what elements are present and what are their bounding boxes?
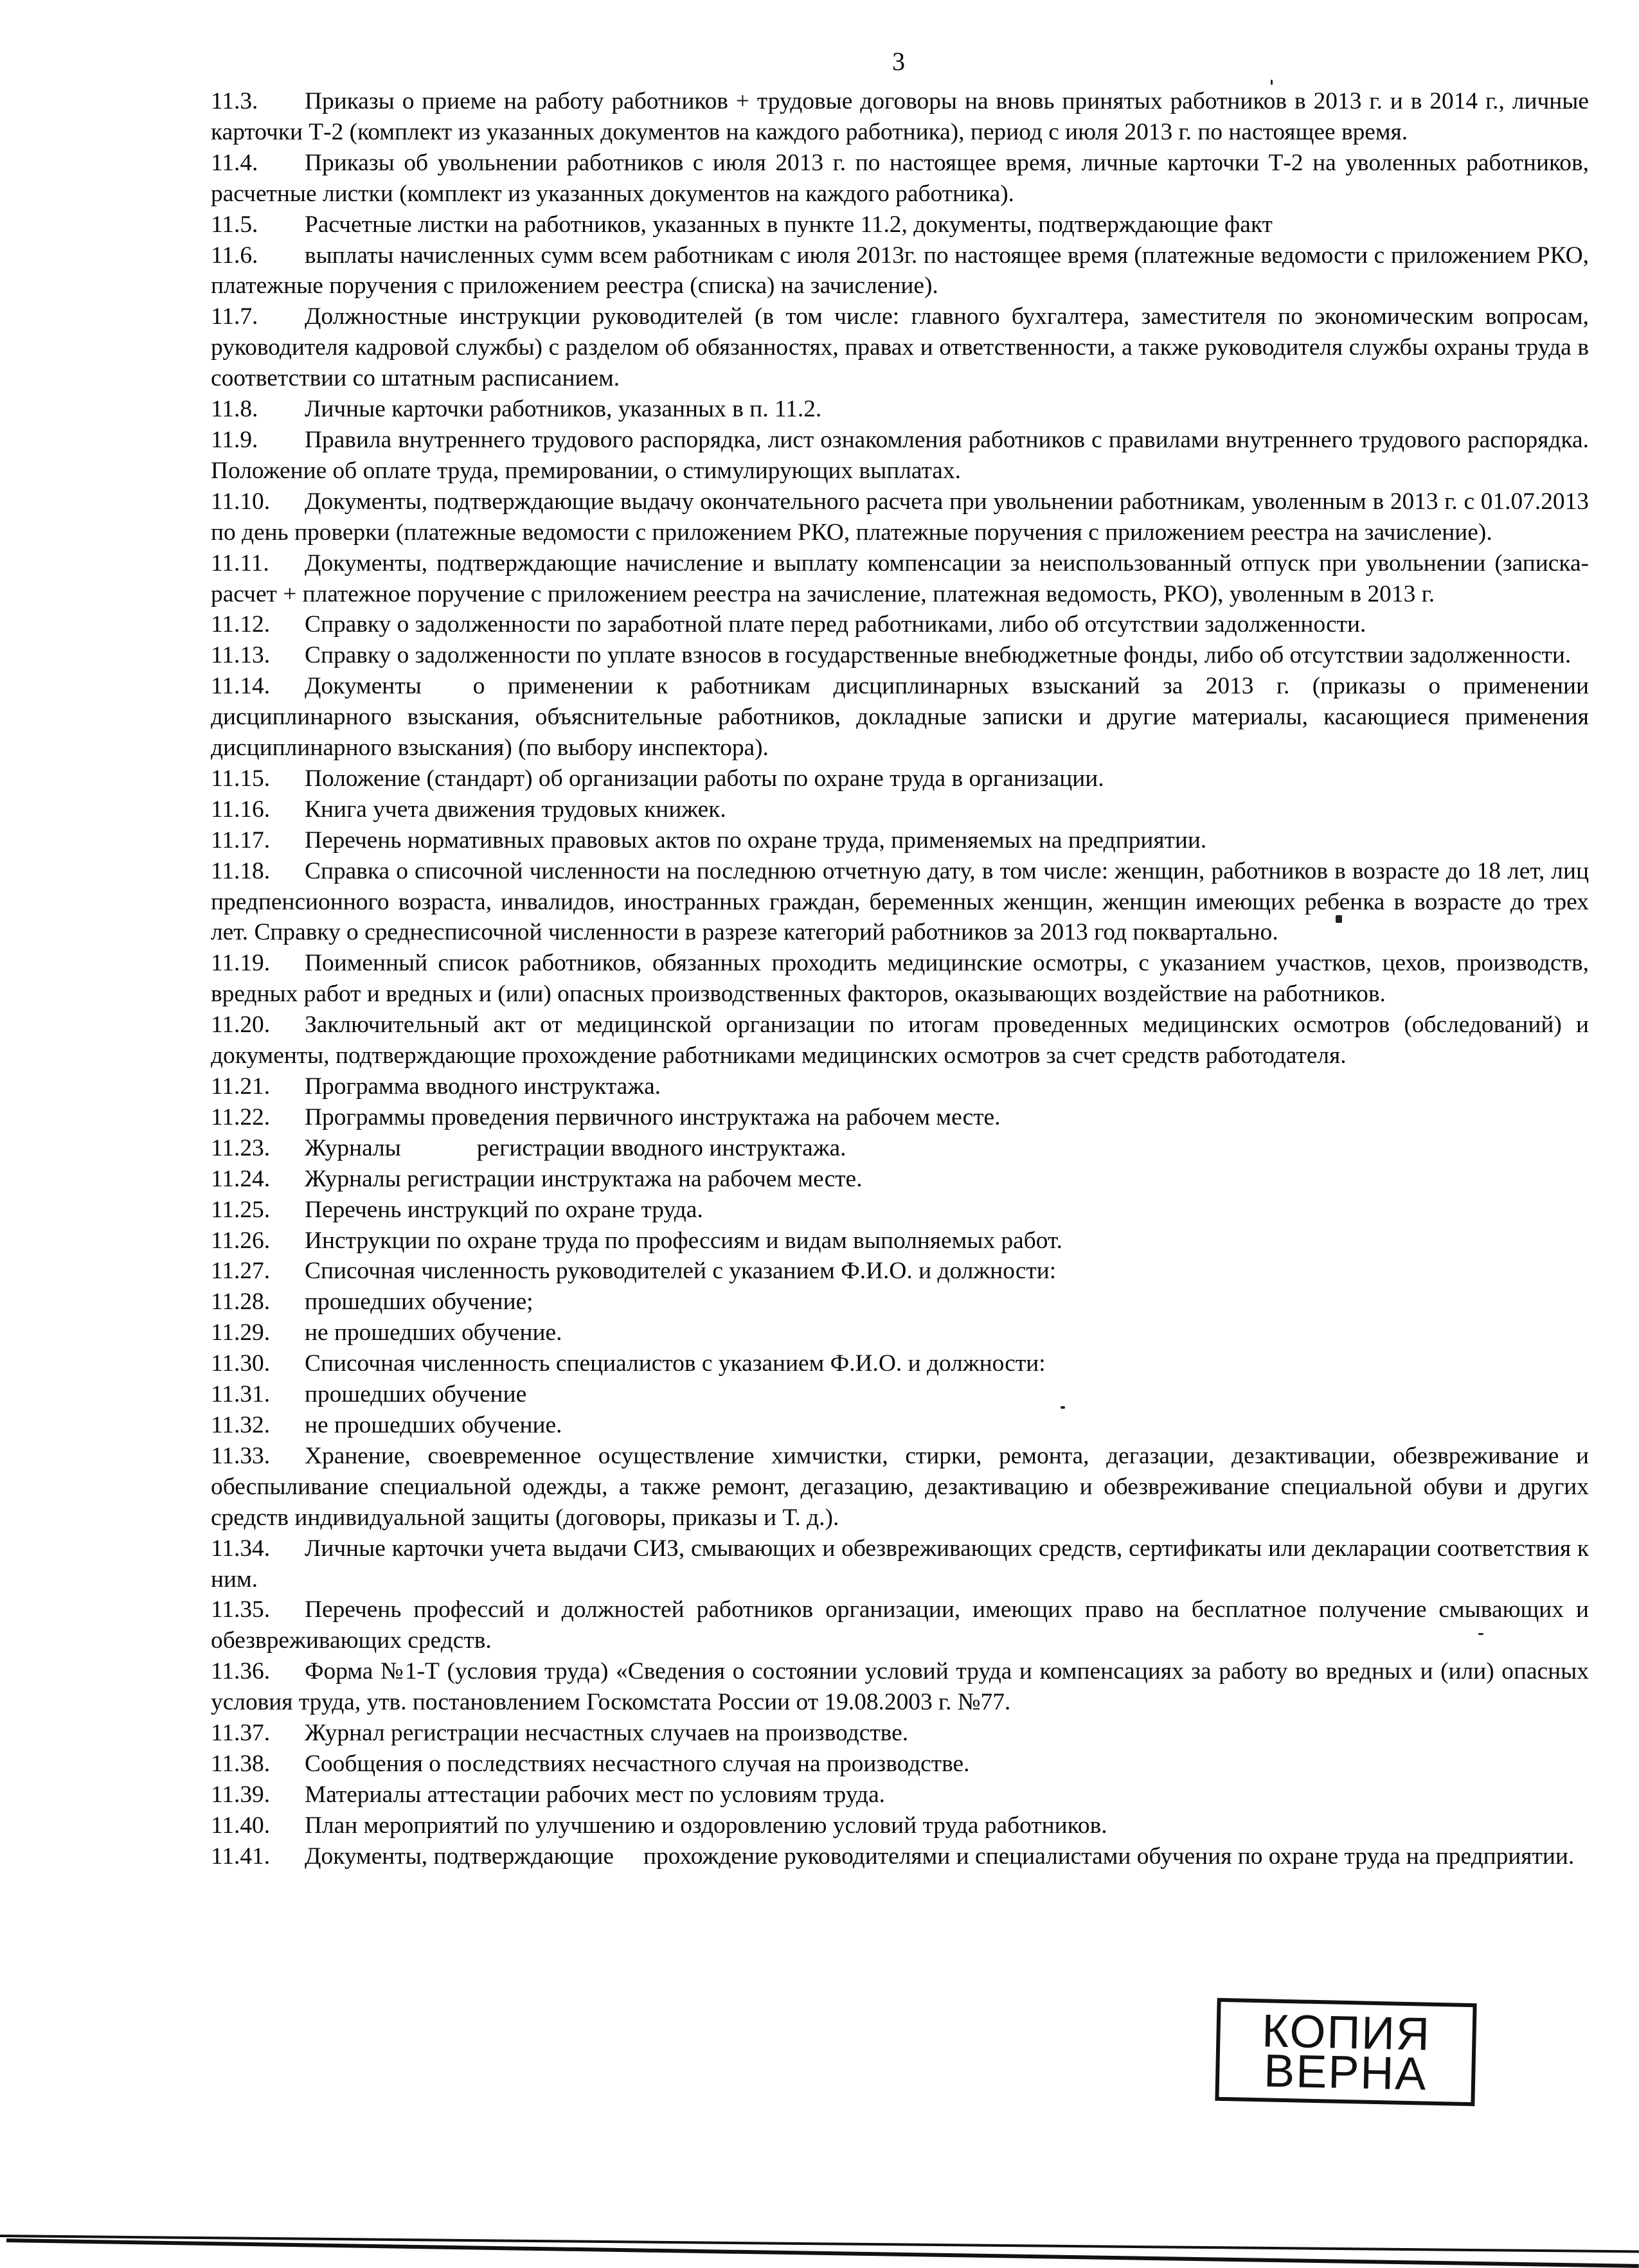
- item-number: 11.12.: [211, 611, 271, 638]
- item-number: 11.3.: [211, 88, 258, 114]
- item-number: 11.40.: [211, 1812, 271, 1839]
- item-number: 11.16.: [211, 796, 271, 823]
- item-number: 11.4.: [211, 149, 258, 176]
- list-item: [211, 856, 1589, 949]
- list-item: [211, 671, 1589, 763]
- item-text: Книга учета движения трудовых книжек.: [305, 796, 726, 823]
- item-text-part-b: прохождение руководителями и специалистами обучения по охране труда на предприятии.: [643, 1843, 1575, 1870]
- scan-speck: [1478, 1633, 1483, 1635]
- list-item: [211, 1226, 1589, 1256]
- item-text: Программы проведения первичного инструктажа на рабочем месте.: [305, 1103, 1001, 1130]
- list-item: [211, 1533, 1589, 1595]
- item-text: Форма №1-Т (условия труда) «Сведения о состоянии условий труда и компенсациях за работу во вредных и (или) опасных условия труда, утв. постановлением Госкомстата России от 19.08.2003 г. №77.: [211, 1658, 1589, 1716]
- item-number: 11.7.: [211, 303, 258, 330]
- item-number: 11.26.: [211, 1227, 271, 1254]
- list-item: [211, 148, 1589, 210]
- item-number: 11.36.: [211, 1658, 271, 1685]
- item-text: Справку о задолженности по заработной плате перед работниками, либо об отсутствии задолженности.: [305, 611, 1366, 638]
- list-item: [211, 1071, 1589, 1102]
- stamp-text-line-2: ВЕРНА: [1263, 2045, 1428, 2100]
- item-number: 11.5.: [211, 211, 258, 238]
- scan-speck: [1061, 1406, 1065, 1409]
- item-text: План мероприятий по улучшению и оздоровлению условий труда работников.: [305, 1812, 1107, 1839]
- item-text: Положение (стандарт) об организации работы по охране труда в организации.: [305, 765, 1104, 792]
- item-text: Сообщения о последствиях несчастного случая на производстве.: [305, 1750, 970, 1777]
- item-number: 11.14.: [211, 673, 271, 700]
- item-text: Материалы аттестации рабочих мест по условиям труда.: [305, 1781, 886, 1808]
- item-text-part-b: регистрации вводного инструктажа.: [476, 1134, 846, 1161]
- item-number: 11.34.: [211, 1535, 271, 1562]
- item-number: 11.31.: [211, 1381, 271, 1408]
- list-item: [211, 86, 1589, 148]
- item-text: Документы, подтверждающие начисление и выплату компенсации за неиспользованный отпуск при увольнении (записка-расчет + платежное поручение с приложением реестра на зачисление, платежная ведомость, РКО), уволенным в 2013 г.: [211, 549, 1589, 607]
- item-number: 11.19.: [211, 950, 271, 977]
- list-item: [211, 1841, 1589, 1872]
- item-text: Хранение, своевременное осуществление химчистки, стирки, ремонта, дегазации, дезактивации, обезвреживание и обеспыливание специальной одежды, а также ремонт, дегазацию, дезактивацию и обезвреживание специальной обуви и других средств индивидуальной защиты (договоры, приказы и Т. д.).: [211, 1442, 1589, 1531]
- item-text: Журналы регистрации инструктажа на рабочем месте.: [305, 1165, 863, 1192]
- item-text: Личные карточки работников, указанных в п. 11.2.: [305, 396, 822, 423]
- list-item: [211, 1656, 1589, 1718]
- item-text: Приказы об увольнении работников с июля 2013 г. по настоящее время, личные карточки Т-2 на уволенных работников, расчетные листки (комплект из указанных документов на каждого работника).: [211, 149, 1589, 207]
- item-number: 11.10.: [211, 488, 271, 515]
- item-number: 11.30.: [211, 1350, 271, 1377]
- stamp-text-line-1: КОПИЯ: [1261, 2005, 1431, 2060]
- item-text: Перечень профессий и должностей работников организации, имеющих право на бесплатное получение смывающих и обезвреживающих средств.: [211, 1596, 1589, 1654]
- list-item: [211, 1102, 1589, 1133]
- scan-speck: [1271, 80, 1273, 85]
- list-item: [211, 1441, 1589, 1533]
- list-item: [211, 1133, 1589, 1164]
- item-number: 11.24.: [211, 1165, 271, 1192]
- item-text: прошедших обучение;: [305, 1289, 533, 1316]
- item-number: 11.25.: [211, 1196, 271, 1223]
- list-item: [211, 210, 1589, 240]
- list-item: [211, 1810, 1589, 1841]
- item-number: 11.8.: [211, 396, 258, 423]
- item-text-part-a: Документы, подтверждающие: [305, 1843, 614, 1870]
- item-number: 11.37.: [211, 1720, 271, 1747]
- item-number: 11.17.: [211, 826, 271, 853]
- list-item: [211, 1287, 1589, 1317]
- item-text: не прошедших обучение.: [305, 1319, 562, 1346]
- item-text: Поименный список работников, обязанных проходить медицинские осмотры, с указанием участков, цехов, производств, вредных работ и вредных и (или) опасных производственных факторов, оказывающих воздействие на работников.: [211, 950, 1589, 1008]
- item-number: 11.33.: [211, 1442, 271, 1469]
- list-item: [211, 948, 1589, 1010]
- list-item: [211, 301, 1589, 394]
- item-number: 11.20.: [211, 1012, 271, 1039]
- item-text: Справку о задолженности по уплате взносов в государственные внебюджетные фонды, либо об отсутствии задолженности.: [305, 642, 1572, 669]
- item-text: прошедших обучение: [305, 1381, 527, 1408]
- item-number: 11.9.: [211, 426, 258, 453]
- list-item: [211, 1594, 1589, 1656]
- item-number: 11.11.: [211, 549, 269, 576]
- item-text: Приказы о приеме на работу работников + трудовые договоры на вновь принятых работников в 2013 г. и в 2014 г., личные карточки Т-2 (комплект из указанных документов на каждого работника), период с июля 2013 г. по настоящее время.: [211, 88, 1589, 145]
- item-text: Должностные инструкции руководителей (в том числе: главного бухгалтера, заместителя по экономическим вопросам, руководителя кадровой службы) с разделом об обязанностях, правах и ответственности, а также руководителя службы охраны труда в соответствии со штатным расписанием.: [211, 303, 1589, 392]
- list-item: [211, 1164, 1589, 1195]
- item-text: Перечень инструкций по охране труда.: [305, 1196, 703, 1223]
- item-text: Документы, подтверждающие выдачу окончательного расчета при увольнении работникам, уволенным в 2013 г. с 01.07.2013 по день проверки (платежные ведомости с приложением РКО, платежные поручения с приложением реестра на зачисление).: [211, 488, 1589, 546]
- list-item: [211, 1348, 1589, 1379]
- page-number: 3: [892, 47, 905, 76]
- item-text: Справка о списочной численности на последнюю отчетную дату, в том числе: женщин, работников в возрасте до 18 лет, лиц предпенсионного возраста, инвалидов, иностранных граждан, беременных женщин, женщин имеющих ребенка в возрасте до трех лет. Справку о среднесписочной численности в разрезе категорий работников за 2013 год поквартально.: [211, 857, 1589, 946]
- item-text: Правила внутреннего трудового распорядка, лист ознакомления работников с правилами внутреннего трудового распорядка. Положение об оплате труда, премировании, о стимулирующих выплатах.: [211, 426, 1589, 484]
- list-item: [211, 240, 1589, 302]
- item-text-part-b: о применении к работникам дисциплинарных взысканий за 2013 г. (приказы о применении дисциплинарного взыскания, объяснительные работников, докладные записки и другие материалы, касающиеся применения дисциплинарного взыскания) (по выбору инспектора).: [211, 673, 1589, 762]
- list-item: [211, 1317, 1589, 1348]
- item-number: 11.35.: [211, 1596, 271, 1623]
- item-number: 11.27.: [211, 1258, 271, 1285]
- list-item: [211, 394, 1589, 425]
- item-text: Списочная численность специалистов с указанием Ф.И.О. и должности:: [305, 1350, 1046, 1377]
- item-number: 11.15.: [211, 765, 271, 792]
- list-item: [211, 1410, 1589, 1441]
- list-item: [211, 1379, 1589, 1410]
- item-number: 11.22.: [211, 1103, 271, 1130]
- item-text: Списочная численность руководителей с указанием Ф.И.О. и должности:: [305, 1258, 1057, 1285]
- list-item: [211, 825, 1589, 856]
- list-item: [211, 763, 1589, 794]
- item-number: 11.6.: [211, 242, 258, 269]
- list-item: [211, 1718, 1589, 1749]
- copy-certified-stamp: [1215, 1998, 1476, 2106]
- item-text: выплаты начисленных сумм всем работникам с июля 2013г. по настоящее время (платежные ведомости с приложением РКО, платежные поручения с приложением реестра (списка) на зачисление).: [211, 242, 1589, 299]
- list-item: [211, 1780, 1589, 1810]
- item-number: 11.41.: [211, 1843, 271, 1870]
- item-number: 11.18.: [211, 857, 271, 884]
- list-item: [211, 1010, 1589, 1071]
- item-text: Перечень нормативных правовых актов по охране труда, применяемых на предприятии.: [305, 826, 1207, 853]
- item-number: 11.23.: [211, 1134, 271, 1161]
- item-number: 11.13.: [211, 642, 271, 669]
- list-item: [211, 1195, 1589, 1226]
- item-text-part-a: Журналы: [305, 1134, 401, 1161]
- list-item: [211, 1749, 1589, 1780]
- item-number: 11.32.: [211, 1411, 271, 1438]
- item-number: 11.21.: [211, 1073, 271, 1100]
- item-text: Инструкции по охране труда по профессиям и видам выполняемых работ.: [305, 1227, 1062, 1254]
- list-item: [211, 548, 1589, 610]
- item-text: Личные карточки учета выдачи СИЗ, смывающих и обезвреживающих средств, сертификаты или декларации соответствия к ним.: [211, 1535, 1589, 1593]
- scan-speck: [1336, 915, 1342, 923]
- item-number: 11.29.: [211, 1319, 271, 1346]
- item-text: Заключительный акт от медицинской организации по итогам проведенных медицинских осмотров (обследований) и документы, подтверждающие прохождение работниками медицинских осмотров за счет средств работодателя.: [211, 1012, 1589, 1069]
- list-item: [211, 640, 1589, 671]
- item-number: 11.39.: [211, 1781, 271, 1808]
- item-text: Расчетные листки на работников, указанных в пункте 11.2, документы, подтверждающие факт: [305, 211, 1273, 238]
- document-body: [211, 86, 1589, 1872]
- list-item: [211, 794, 1589, 825]
- item-text: Журнал регистрации несчастных случаев на производстве.: [305, 1720, 909, 1747]
- list-item: [211, 1256, 1589, 1287]
- item-text-part-a: Документы: [305, 673, 422, 700]
- item-number: 11.38.: [211, 1750, 271, 1777]
- item-text: Программа вводного инструктажа.: [305, 1073, 661, 1100]
- list-item: [211, 425, 1589, 487]
- item-number: 11.28.: [211, 1289, 271, 1316]
- item-text: не прошедших обучение.: [305, 1411, 562, 1438]
- list-item: [211, 487, 1589, 548]
- list-item: [211, 609, 1589, 640]
